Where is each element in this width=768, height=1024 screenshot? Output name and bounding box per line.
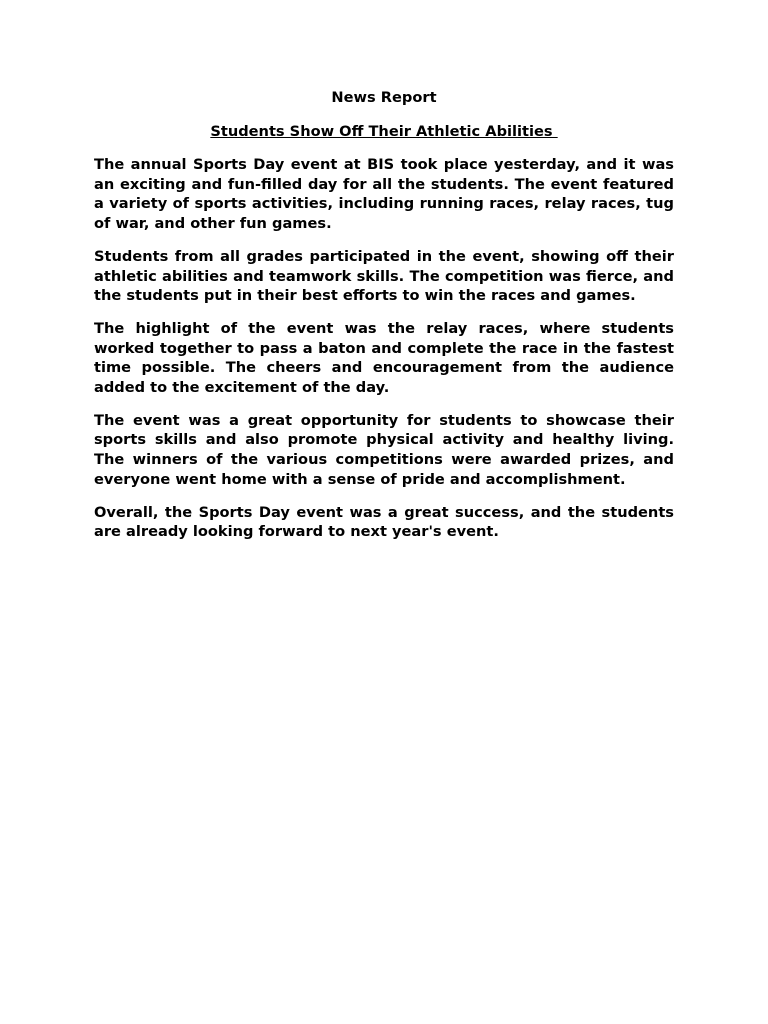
- paragraph: Students from all grades participated in the event, showing off their athletic abilities and teamwork skills. The competition was fierce, and the students put in their best efforts to win the races and games.: [94, 247, 674, 305]
- report-label: News Report: [331, 89, 437, 106]
- paragraph: The highlight of the event was the relay races, where students worked together to pass a baton and complete the race in the fastest time possible. The cheers and encouragement from the audience added to the excitement of the day.: [94, 319, 674, 397]
- article-body: [94, 155, 674, 555]
- article-title: Students Show Off Their Athletic Abilities: [210, 123, 558, 140]
- paragraph: The annual Sports Day event at BIS took place yesterday, and it was an exciting and fun-filled day for all the students. The event featured a variety of sports activities, including running races, relay races, tug of war, and other fun games.: [94, 156, 674, 233]
- paragraph: Overall, the Sports Day event was a great success, and the students are already looking forward to next year's event.: [94, 503, 674, 541]
- paragraph: The event was a great opportunity for students to showcase their sports skills and also promote physical activity and healthy living. The winners of the various competitions were awarded prizes, and everyone went home with a sense of pride and accomplishment.: [94, 411, 674, 488]
